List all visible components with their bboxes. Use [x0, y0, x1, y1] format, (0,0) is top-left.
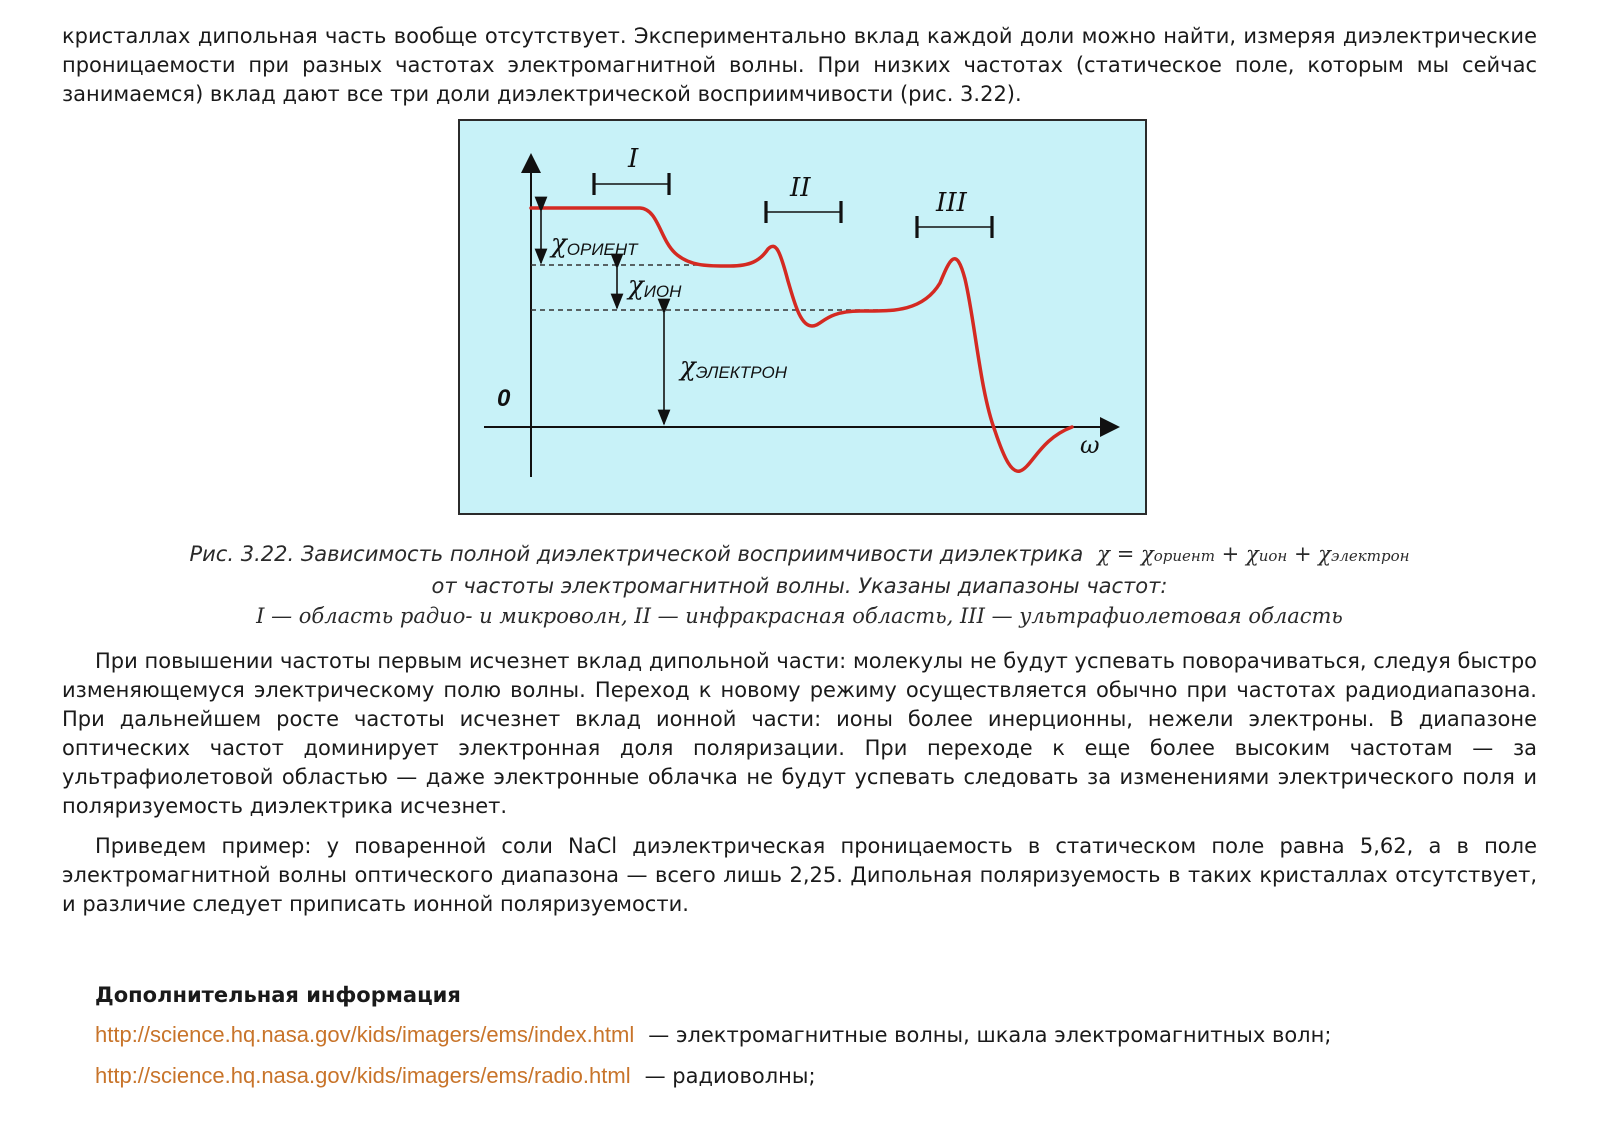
chi-ion-label: χИОН: [628, 271, 682, 301]
susceptibility-graph: [460, 121, 1145, 513]
additional-info-section: [62, 981, 1537, 1091]
range-label-III: III: [936, 188, 967, 218]
range-label-I: I: [628, 144, 639, 174]
range-label-II: II: [790, 173, 811, 203]
link-ems-radio[interactable]: http://science.hq.nasa.gov/kids/imagers/ems/radio.html: [95, 1063, 631, 1088]
caption-formula: χ = χориент + χион + χэлектрон: [1097, 542, 1410, 566]
page-left-margin: [0, 0, 58, 1131]
link-ems-index[interactable]: http://science.hq.nasa.gov/kids/imagers/ems/index.html: [95, 1022, 635, 1047]
paragraph-intro: кристаллах дипольная часть вообще отсутствует. Экспериментально вклад каждой доли можно найти, измеряя диэлектрические проницаемости при разных частотах электромагнитной волны. При низких частотах (статическое поле, которым мы сейчас занимаемся) вклад дают все три доли диэлектрической восприимчивости (рис. 3.22).: [62, 24, 1537, 106]
link-row: [95, 1020, 1537, 1050]
figure-3-22: [458, 119, 1147, 515]
paragraph-example: Приведем пример: у поваренной соли NaCl диэлектрическая проницаемость в статическом поле равна 5,62, а в поле электромагнитной волны оптического диапазона — всего лишь 2,25. Дипольная поляризуемость в таких кристаллах отсутствует, и различие следует приписать ионной поляризуемости.: [62, 834, 1537, 916]
link-description: — радиоволны;: [644, 1064, 816, 1088]
caption-line-3: I — область радио- и микроволн, II — инфракрасная область, III — ультрафиолетовая область: [256, 604, 1343, 628]
link-row: [95, 1061, 1537, 1091]
origin-label: 0: [497, 385, 511, 412]
article-content: [62, 22, 1537, 1102]
chi-orient-label: χОРИЕНТ: [551, 229, 638, 259]
paragraph-frequency: При повышении частоты первым исчезнет вклад дипольной части: молекулы не будут успевать поворачиваться, следуя быстро изменяющемуся электрическому полю волны. Переход к новому режиму осуществляется обычно при частотах радиодиапазона. При дальнейшем росте частоты исчезнет вклад ионной части: ионы более инерционны, нежели электроны. В диапазоне оптических частот доминирует электронная доля поляризации. При переходе к еще более высоким частотам — за ультрафиолетовой областью — даже электронные облачка не будут успевать следовать за изменениями электрического поля и поляризуемость диэлектрика исчезнет.: [62, 649, 1537, 818]
additional-info-title: Дополнительная информация: [95, 983, 461, 1007]
figure-caption: [62, 539, 1537, 631]
caption-line-2: от частоты электромагнитной волны. Указаны диапазоны частот:: [431, 574, 1168, 598]
omega-axis-label: ω: [1080, 431, 1100, 459]
chi-electron-label: χЭЛЕКТРОН: [680, 352, 788, 382]
link-description: — электромагнитные волны, шкала электромагнитных волн;: [648, 1023, 1332, 1047]
caption-line-1: Рис. 3.22. Зависимость полной диэлектрической восприимчивости диэлектрика χ = χориент + χион + χэлектрон: [189, 542, 1410, 566]
